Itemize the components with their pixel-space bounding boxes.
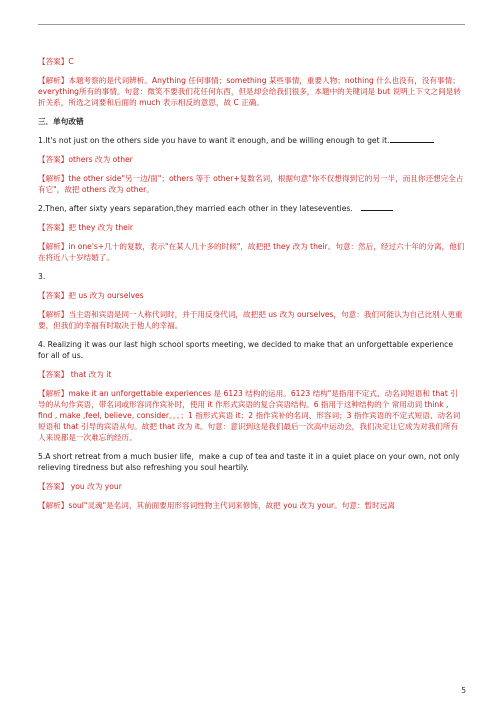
analysis-5: 【解析】soul"灵魂"是名词，其前面要用形容词性物主代词来修饰，故把 you 改为 your。句意：暂时远离 [38,501,395,510]
question-2 [38,203,465,214]
analysis-3: 【解析】当主语和宾语是同一人称代词时，并于用反身代词，故把把 us 改为 ourselves，句意：我们可能认为自己比别人更重要，但我们的幸福有时取决于他人的幸福。 [38,310,463,330]
header-rule [38,24,465,25]
question-3: 3. [38,272,46,281]
analysis-pronoun: 【解析】本题考察的是代词辨析。Anything 任何事情；something 某些事情，重要人物；nothing 什么也没有，没有事情；everything所有的事情。句意：微笑不要我们花任何东西，但是却会给我们很多，本题中的关键词是 but 说明上下文之间是转折关系，所选之词要和后面的 much 表示相反的意思，故 C 正确。 [38,76,461,107]
analysis-4: 【解析】make it an unforgettable experiences 是 6123 结构的运用。6123 结构"是指用不定式、动名词短语和 that 引导的从句作宾语，带名词或形容词作宾补时，使用 it 作形式宾语的复合宾语结构。6 指用于这种结构的个 常用动词 think , find , make ,feel, believe, consider。。。；1 指形式宾语 it；2 指作宾补的名词、形容词；3 指作宾语的不定式短语、动名词短语和 that 引导的宾语从句。故把 that 改为 it。句意：意识到这是我们最后一次高中运动会，我们决定让它成为对我们所有人来说都是一次难忘的经历。 [38,389,461,442]
question-4: 4. Realizing it was our last high school sports meeting, we decided to make that an unforgettable experience for all of us. [38,340,453,360]
answer-3: 【答案】把 us 改为 ourselves [38,291,144,300]
question-1 [38,135,465,146]
page-number: 5 [461,686,466,695]
answer-blank [361,209,393,211]
question-2-text: 2.Then, after sixty years separation,they married each other in they lateseventies. [38,204,353,213]
answer-5: 【答案】 you 改为 your [38,482,122,491]
analysis-2: 【解析】in one's+几十的复数，表示"在某人几十多的时候"，故把把 they 改为 their。句意：然后，经过六十年的分离，他们在将近八十岁结婚了。 [38,242,465,262]
answer-4: 【答案】 that 改为 it [38,370,112,379]
question-5: 5.A short retreat from a much busier life，make a cup of tea and taste it in a quiet place on your own, not only relieving tiredness but also refreshing you soul heartily. [38,452,460,472]
answer-2: 【答案】把 they 改为 their [38,223,134,232]
analysis-1: 【解析】the other side"另一边/面"；others 等于 other+复数名词，根据句意"你不仅想得到它的另一半，而且你还想完全占有它"，故把 others 改为 other。 [38,174,464,194]
answer-c: 【答案】C [38,57,74,66]
question-1-text: 1.It's not just on the others side you have to want it enough, and be willing enough to get it. [38,136,390,145]
answer-blank [390,141,434,143]
document-body [38,56,465,519]
section-heading: 三．单句改错 [38,117,84,126]
answer-1: 【答案】others 改为 other [38,155,133,164]
